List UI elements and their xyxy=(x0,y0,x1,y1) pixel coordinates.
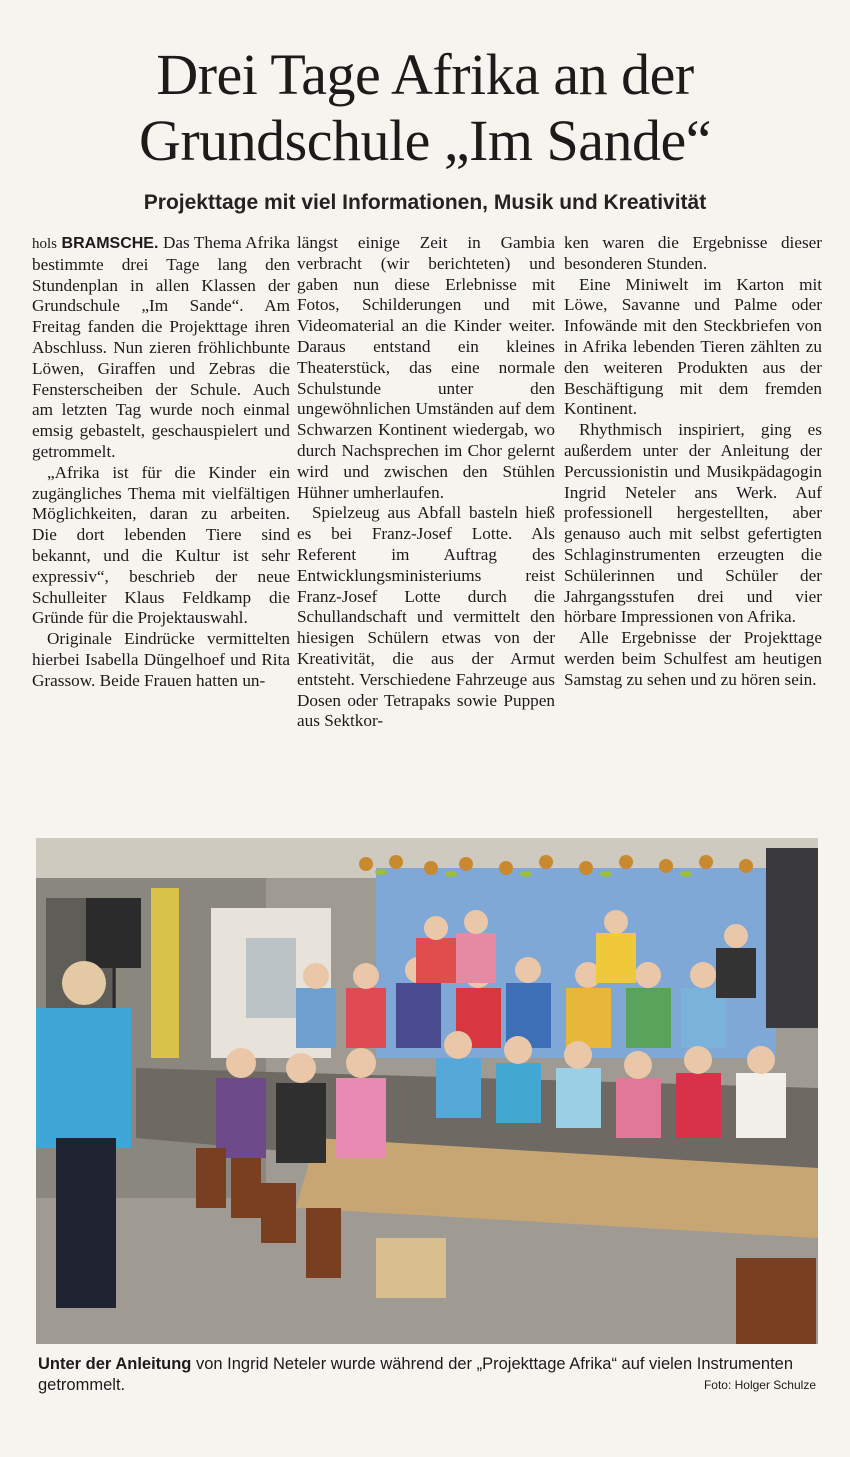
paragraph: längst einige Zeit in Gambia verbracht (wir berichteten) und gaben nun diese Erlebnisse mit Fotos, Schilderungen und mit Videomaterial an die Kinder weiter. Daraus entstand ein kleines Theaterstück, das eine normale Schulstunde unter den ungewöhnlichen Umständen auf dem Schwarzen Kontinent wiedergab, wo durch Nachsprechen im Chor gelernt wird und zwischen den Stühlen Hühner umherlaufen. xyxy=(297,233,555,502)
photo-caption xyxy=(38,1354,818,1396)
subheadline: Projekttage mit viel Informationen, Musik und Kreativität xyxy=(143,191,707,214)
article-column-1 xyxy=(32,233,290,692)
paragraph: Alle Ergebnisse der Projekttage werden beim Schulfest am heutigen Samstag zu sehen und zu hören sein. xyxy=(564,628,822,689)
headline xyxy=(0,42,850,174)
photo-illustration xyxy=(36,838,818,1344)
article-column-2 xyxy=(297,233,555,732)
paragraph: Rhythmisch inspiriert, ging es außerdem unter der Anleitung der Percussionistin und Musikpädagogin Ingrid Neteler ans Werk. Auf professionell hergestellten, aber genauso auch mit selbst gefertigten Schlaginstrumenten erzeugten die Schülerinnen und Schüler der Jahrgangsstufen drei und vier hörbare Impressionen von Afrika. xyxy=(564,420,822,627)
paragraph: ken waren die Ergebnisse dieser besonderen Stunden. xyxy=(564,233,822,273)
paragraph: Originale Eindrücke vermittelten hierbei Isabella Düngelhoef und Rita Grassow. Beide Frauen hatten un- xyxy=(32,629,290,690)
caption-lead: Unter der Anleitung xyxy=(38,1355,192,1373)
article-photo xyxy=(36,838,818,1344)
paragraph: Eine Miniwelt im Karton mit Löwe, Savanne und Palme oder Infowände mit den Steckbriefen von in Afrika lebenden Tieren zählten zu den weiteren Produkten aus der Beschäftigung mit dem fremden Kontinent. xyxy=(564,274,822,419)
paragraph xyxy=(32,233,290,463)
dateline: BRAMSCHE. xyxy=(61,235,159,252)
photo-credit: Foto: Holger Schulze xyxy=(703,1378,816,1392)
headline-line-2: Grundschule „Im Sande“ xyxy=(138,108,712,173)
author-initials: hols xyxy=(32,236,58,252)
caption-text: von Ingrid Neteler wurde während der „Projekttage Afrika“ auf vielen Instrumenten getrommelt. xyxy=(38,1355,794,1394)
article-column-3 xyxy=(564,233,822,691)
headline-line-1: Drei Tage Afrika an der xyxy=(156,42,694,107)
paragraph: „Afrika ist für die Kinder ein zugängliches Thema mit vielfältigen Möglichkeiten, daran zu arbeiten. Die dort lebenden Tiere sind bekannt, und die Kultur ist sehr expressiv“, beschrieb der neue Schulleiter Klaus Feldkamp die Gründe für die Projektauswahl. xyxy=(32,462,290,628)
paragraph-text: Das Thema Afrika bestimmte drei Tage lang den Stundenplan in allen Klassen der Grundschule „Im Sande“. Am Freitag fanden die Projekttage ihren Abschluss. Nun zieren fröhlichbunte Löwen, Giraffen und Zebras die Fensterscheiben der Schule. Auch am letzten Tag wurde noch einmal emsig gebastelt, geschauspielert und getrommelt. xyxy=(32,233,291,461)
paragraph: Spielzeug aus Abfall basteln hieß es bei Franz-Josef Lotte. Als Referent im Auftrag des Entwicklungsministeriums reist Franz-Josef Lotte durch die Schullandschaft und vermittelt den hiesigen Schülern etwas von der Kreativität, die aus der Armut entsteht. Verschiedene Fahrzeuge aus Dosen oder Tetrapaks sowie Puppen aus Sektkor- xyxy=(297,503,555,731)
